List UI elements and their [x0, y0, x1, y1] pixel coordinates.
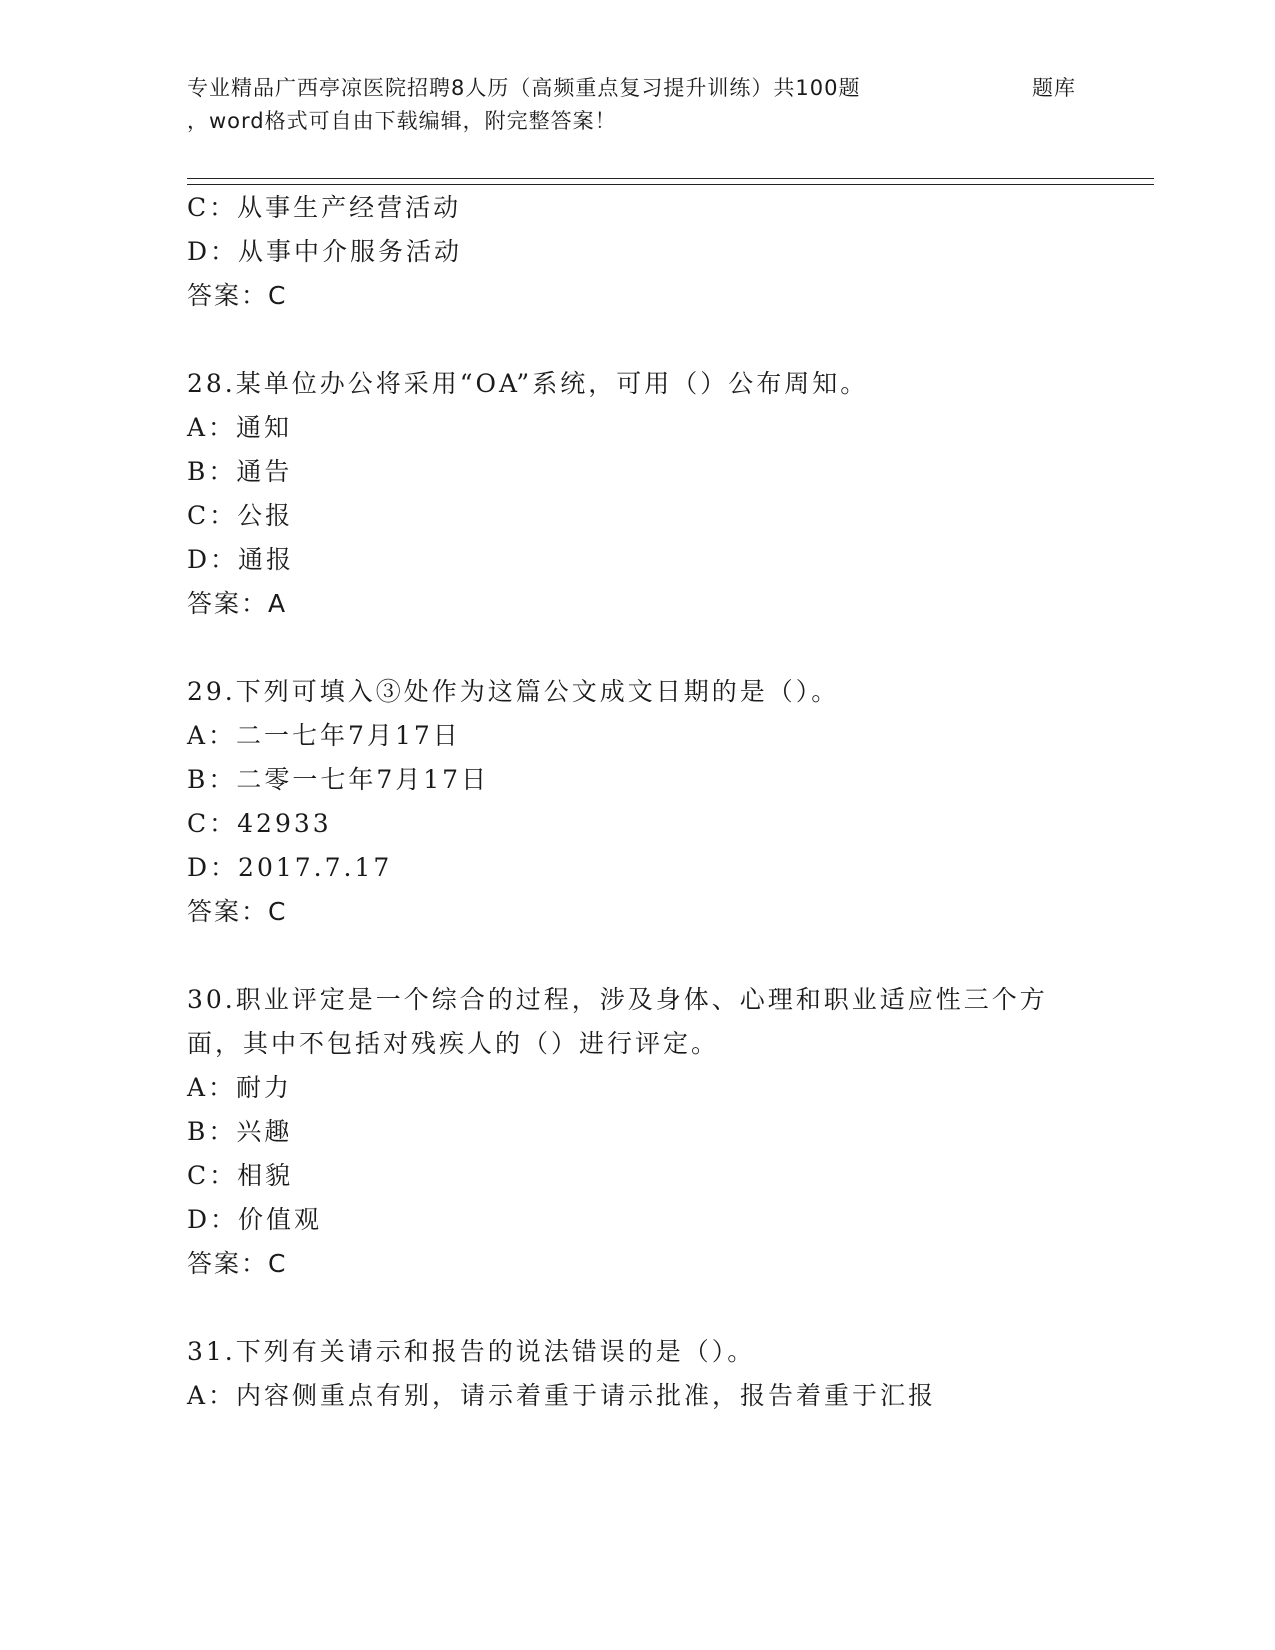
header-line-2: ，word格式可自由下载编辑，附完整答案！ — [187, 109, 617, 133]
q31-stem: 31.下列有关请示和报告的说法错误的是（）。 — [187, 1337, 756, 1366]
q29-option-d: D：2017.7.17 — [187, 853, 393, 882]
prev-answer: 答案：C — [187, 281, 288, 310]
q28-option-b: B：通告 — [187, 457, 293, 486]
q30-option-a: A：耐力 — [187, 1073, 293, 1102]
header-tag: 题库 — [1032, 76, 1076, 100]
q29-option-c: C：42933 — [187, 809, 332, 838]
q30-stem-line-2: 面，其中不包括对残疾人的（）进行评定。 — [187, 1029, 720, 1058]
q29-answer: 答案：C — [187, 897, 288, 926]
q31-option-a: A：内容侧重点有别，请示着重于请示批准，报告着重于汇报 — [187, 1381, 937, 1410]
q29-stem: 29.下列可填入③处作为这篇公文成文日期的是（）。 — [187, 677, 840, 706]
q30-option-d: D：价值观 — [187, 1205, 323, 1234]
q28-option-d: D：通报 — [187, 545, 295, 574]
q29-option-a: A：二一七年7月17日 — [187, 721, 461, 750]
q28-option-a: A：通知 — [187, 413, 293, 442]
prev-option-c: C：从事生产经营活动 — [187, 193, 462, 222]
q28-answer: 答案：A — [187, 589, 288, 618]
q28-stem: 28.某单位办公将采用“OA”系统，可用（）公布周知。 — [187, 369, 869, 398]
q29-option-b: B：二零一七年7月17日 — [187, 765, 490, 794]
page-header — [187, 72, 1097, 138]
q30-option-b: B：兴趣 — [187, 1117, 293, 1146]
header-line-1 — [187, 72, 1097, 105]
q30-stem-line-1: 30.职业评定是一个综合的过程，涉及身体、心理和职业适应性三个方 — [187, 985, 1048, 1014]
header-rule-top — [187, 178, 1154, 179]
q30-answer: 答案：C — [187, 1249, 288, 1278]
prev-option-d: D：从事中介服务活动 — [187, 237, 463, 266]
q30-option-c: C：相貌 — [187, 1161, 294, 1190]
header-rule-bottom — [187, 184, 1154, 185]
header-title: 专业精品广西亭凉医院招聘8人历（高频重点复习提升训练）共100题 — [187, 76, 861, 100]
q28-option-c: C：公报 — [187, 501, 294, 530]
